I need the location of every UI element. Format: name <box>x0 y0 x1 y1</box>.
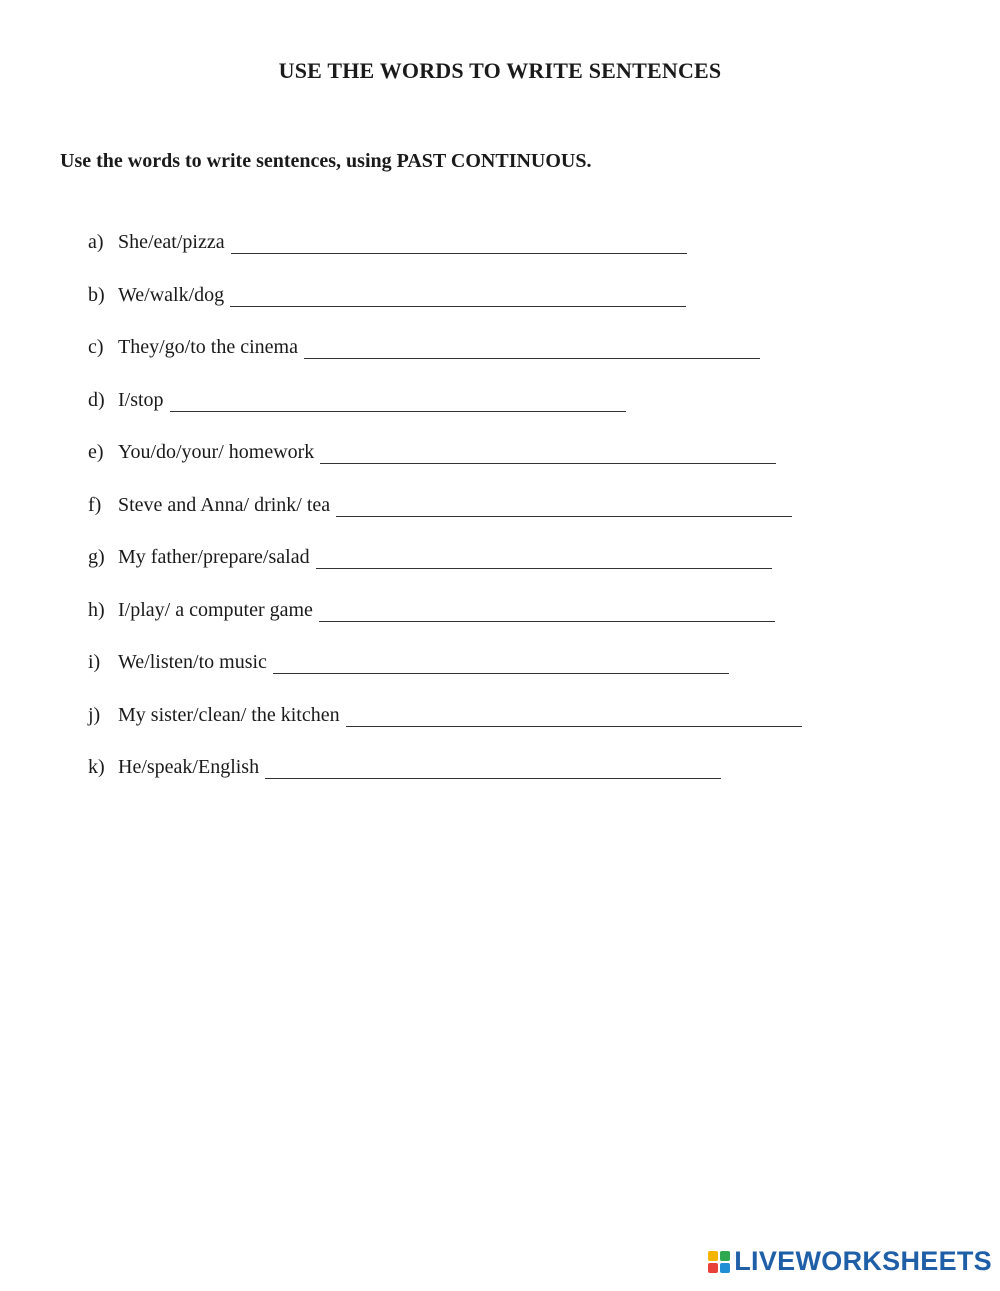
liveworksheets-logo-icon <box>708 1251 730 1273</box>
exercise-item <box>88 389 802 442</box>
answer-blank[interactable] <box>231 253 687 254</box>
exercise-list <box>88 231 802 809</box>
exercise-item <box>88 441 802 494</box>
answer-blank[interactable] <box>336 516 792 517</box>
item-letter: j) <box>88 703 101 726</box>
answer-blank[interactable] <box>170 411 626 412</box>
item-prompt: We/walk/dog <box>118 283 225 306</box>
exercise-item <box>88 599 802 652</box>
exercise-item <box>88 546 802 599</box>
answer-blank[interactable] <box>265 778 721 779</box>
answer-blank[interactable] <box>304 358 760 359</box>
item-prompt: I/stop <box>118 388 164 411</box>
answer-blank[interactable] <box>346 726 802 727</box>
exercise-item <box>88 704 802 757</box>
exercise-item <box>88 336 802 389</box>
item-prompt: I/play/ a computer game <box>118 598 313 621</box>
item-letter: h) <box>88 598 105 621</box>
logo-text: LIVEWORKSHEETS <box>734 1246 992 1276</box>
liveworksheets-logo <box>708 1246 992 1277</box>
item-prompt: You/do/your/ homework <box>118 441 315 463</box>
logo-square-green <box>720 1251 730 1261</box>
exercise-item <box>88 756 802 809</box>
item-prompt: We/listen/to music <box>118 651 267 673</box>
worksheet-title: USE THE WORDS TO WRITE SENTENCES <box>278 58 722 83</box>
logo-square-blue <box>720 1263 730 1273</box>
exercise-item <box>88 494 802 547</box>
item-letter: c) <box>88 336 104 358</box>
item-letter: f) <box>88 493 102 516</box>
item-prompt: She/eat/pizza <box>118 231 225 253</box>
instruction-text: Use the words to write sentences, using PAST CONTINUOUS. <box>60 150 592 172</box>
exercise-item <box>88 231 802 284</box>
item-letter: b) <box>88 283 105 306</box>
item-prompt: They/go/to the cinema <box>118 336 298 358</box>
answer-blank[interactable] <box>319 621 775 622</box>
item-prompt: My father/prepare/salad <box>118 546 310 568</box>
exercise-item <box>88 651 802 704</box>
answer-blank[interactable] <box>316 568 772 569</box>
exercise-item <box>88 284 802 337</box>
item-letter: d) <box>88 388 105 411</box>
item-letter: k) <box>88 756 105 778</box>
item-prompt: Steve and Anna/ drink/ tea <box>118 493 331 516</box>
answer-blank[interactable] <box>273 673 729 674</box>
answer-blank[interactable] <box>320 463 776 464</box>
item-letter: i) <box>88 651 101 673</box>
answer-blank[interactable] <box>230 306 686 307</box>
item-letter: a) <box>88 231 104 253</box>
item-letter: e) <box>88 441 104 463</box>
logo-square-yellow <box>708 1251 718 1261</box>
logo-square-red <box>708 1263 718 1273</box>
item-prompt: My sister/clean/ the kitchen <box>118 703 340 726</box>
item-letter: g) <box>88 546 105 568</box>
item-prompt: He/speak/English <box>118 756 260 778</box>
